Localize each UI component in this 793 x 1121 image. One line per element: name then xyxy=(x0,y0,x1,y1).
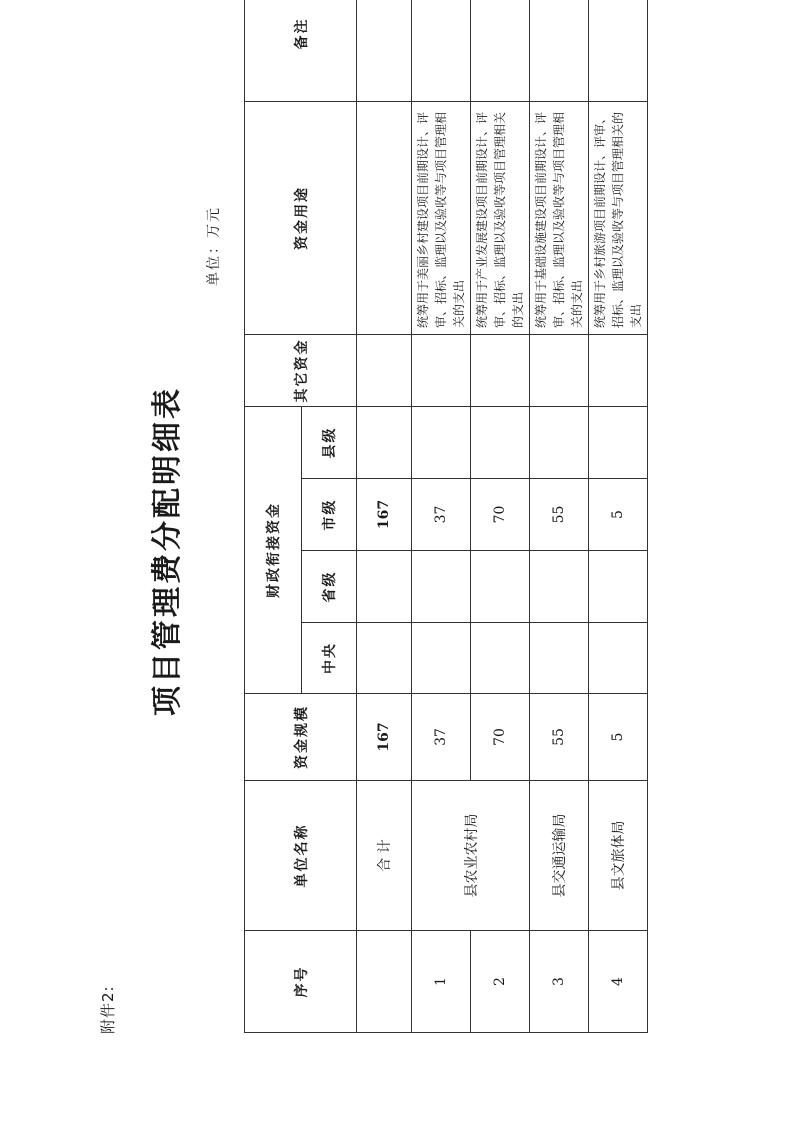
unit-label: 单位：万元 xyxy=(206,206,222,286)
row-central xyxy=(589,623,648,694)
row-usage: 统筹用于美丽乡村建设项目前期设计、评审、招标、监理以及验收等与项目管理相关的支出 xyxy=(412,102,471,335)
total-other xyxy=(357,335,412,407)
total-label: 合 计 xyxy=(357,781,412,931)
total-fund-scale: 167 xyxy=(357,694,412,781)
header-remarks: 备注 xyxy=(245,0,357,102)
row-central xyxy=(530,623,589,694)
row-usage: 统筹用于乡村旅游项目前期设计、评审、招标、监理以及验收等与项目管理相关的支出 xyxy=(589,102,648,335)
header-city: 市级 xyxy=(302,479,357,551)
total-row xyxy=(357,0,412,1033)
allocation-table xyxy=(244,0,648,1033)
total-remarks xyxy=(357,0,412,102)
row-province xyxy=(589,551,648,623)
row-city: 55 xyxy=(530,479,589,551)
header-fiscal-funds: 财政衔接资金 xyxy=(245,407,302,694)
row-city: 70 xyxy=(471,479,530,551)
row-fund-scale: 5 xyxy=(589,694,648,781)
row-county xyxy=(530,407,589,479)
total-county xyxy=(357,407,412,479)
header-seq: 序号 xyxy=(245,931,357,1033)
row-province xyxy=(530,551,589,623)
row-central xyxy=(412,623,471,694)
attachment-label: 附件2: xyxy=(99,985,117,1034)
row-county xyxy=(471,407,530,479)
row-usage: 统筹用于基础设施建设项目前期设计、评审、招标、监理以及验收等与项目管理相关的支出 xyxy=(530,102,589,335)
row-fund-scale: 55 xyxy=(530,694,589,781)
row-other xyxy=(530,335,589,407)
row-fund-scale: 37 xyxy=(412,694,471,781)
row-seq: 2 xyxy=(471,931,530,1033)
row-other xyxy=(412,335,471,407)
row-county xyxy=(589,407,648,479)
row-seq: 4 xyxy=(589,931,648,1033)
page-title: 项目管理费分配明细表 xyxy=(150,386,185,716)
row-remarks xyxy=(589,0,648,102)
row-other xyxy=(589,335,648,407)
row-province xyxy=(412,551,471,623)
row-central xyxy=(471,623,530,694)
row-seq: 1 xyxy=(412,931,471,1033)
row-other xyxy=(471,335,530,407)
total-city: 167 xyxy=(357,479,412,551)
row-remarks xyxy=(530,0,589,102)
header-fund-scale: 资金规模 xyxy=(245,694,357,781)
row-remarks xyxy=(471,0,530,102)
row-usage: 统筹用于产业发展建设项目前期设计、评审、招标、监理以及验收等项目管理相关的支出 xyxy=(471,102,530,335)
total-seq xyxy=(357,931,412,1033)
row-province xyxy=(471,551,530,623)
total-province xyxy=(357,551,412,623)
header-province: 省级 xyxy=(302,551,357,623)
row-city: 5 xyxy=(589,479,648,551)
table-row xyxy=(589,0,648,1033)
row-seq: 3 xyxy=(530,931,589,1033)
table-row xyxy=(412,0,471,1033)
header-county: 县级 xyxy=(302,407,357,479)
header-unit-name: 单位名称 xyxy=(245,781,357,931)
header-row-1 xyxy=(245,0,302,1033)
total-usage xyxy=(357,102,412,335)
row-unit-name: 县文旅体局 xyxy=(589,781,648,931)
table-row xyxy=(530,0,589,1033)
header-usage: 资金用途 xyxy=(245,102,357,335)
row-fund-scale: 70 xyxy=(471,694,530,781)
row-unit-name: 县交通运输局 xyxy=(530,781,589,931)
header-central: 中央 xyxy=(302,623,357,694)
row-remarks xyxy=(412,0,471,102)
row-unit-name: 县农业农村局 xyxy=(412,781,530,931)
row-city: 37 xyxy=(412,479,471,551)
header-other-funds: 其它资金 xyxy=(245,335,357,407)
total-central xyxy=(357,623,412,694)
row-county xyxy=(412,407,471,479)
